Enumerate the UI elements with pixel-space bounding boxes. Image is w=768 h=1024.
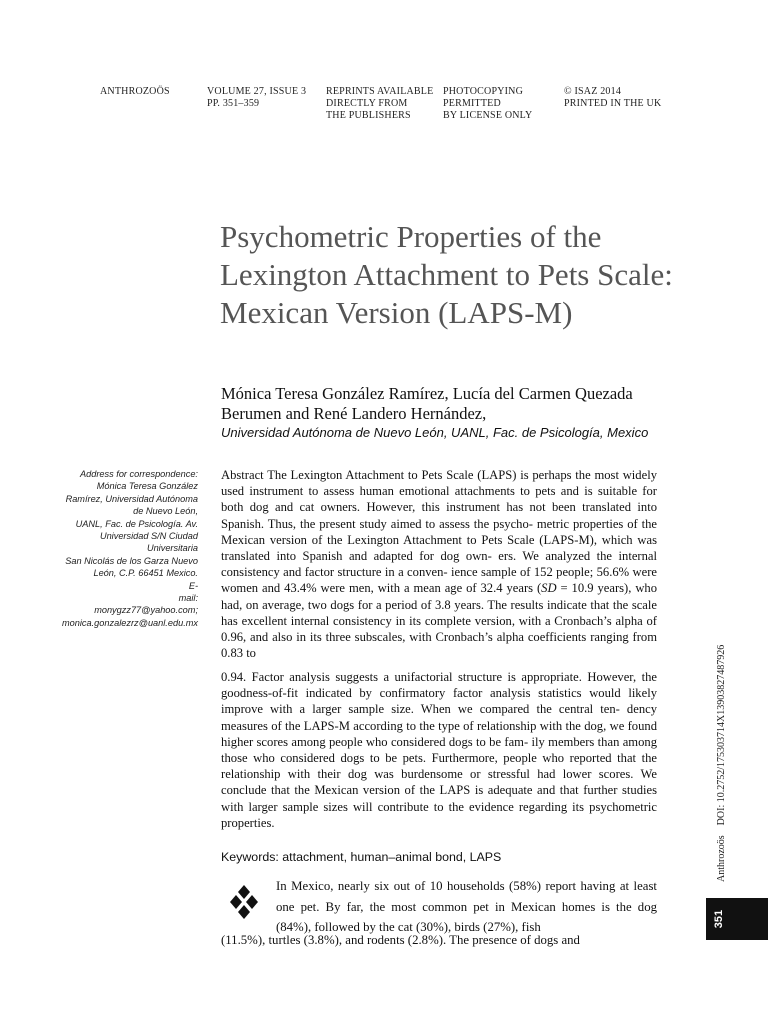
email-link[interactable]: monica.gonzalezrz@uanl.edu.mx [62, 617, 198, 628]
copyright-line: © ISAZ 2014 [564, 86, 622, 97]
email-link[interactable]: monygzz77@yahoo.com; [94, 605, 198, 616]
volume-issue: VOLUME 27, ISSUE 3 [207, 86, 307, 97]
correspondence-note [48, 468, 198, 629]
correspondence-line: Address for correspondence: [80, 469, 198, 479]
correspondence-line: UANL, Fac. de Psicología. Av. [75, 518, 198, 529]
reprints-line: THE PUBLISHERS [326, 110, 411, 121]
four-diamond-ornament-icon [230, 883, 258, 923]
correspondence-line: San Nicolás de los Garza Nuevo [65, 555, 198, 566]
article-title: Psychometric Properties of the Lexington Attachment to Pets Scale: Mexican Version (LAPS-M) [220, 219, 673, 330]
intro-paragraph-continued: (11.5%), turtles (3.8%), and rodents (2.8%). The presence of dogs and [221, 933, 580, 947]
header-journal [100, 86, 170, 98]
abstract-paragraph-continued [221, 669, 657, 831]
author-list: Mónica Teresa González Ramírez, Lucía del Carmen Quezada Berumen and René Landero Hernández, [221, 384, 633, 423]
abstract-text: 0.94. Factor analysis suggests a unifactorial structure is appropriate. However, the goodness-of-fit indicated by confirmatory factor analysis statistics would likely improve with a larger sample size. When we compared the central ten- dency measures of the LAPS-M according to the type of relationship with the dog, we found higher scores among people who considered dogs to be fam- ily members than among those who considered dogs to be pets. Furthermore, people who reported that the relationship with their dog was burdensome or stressful had lower scores. We conclude that the Mexican version of the LAPS is adequate and that further studies with larger sample sizes will contribute to the evidence regarding its psychometric properties. [221, 670, 657, 830]
photocopy-line: PERMITTED [443, 98, 501, 109]
abstract-text: = 10.9 years), who had, on average, two dogs for a period of 3.8 years. The results indicate that the scale has excellent internal consistency in its complete version, with a Cronbach’s alpha of 0.96, and also in its three subscales, with Cronbach’s alpha coefficients ranging from 0.83 to [221, 581, 658, 661]
header-reprints [326, 86, 433, 122]
reprints-line: REPRINTS AVAILABLE [326, 86, 434, 97]
header-volume [207, 86, 306, 110]
header-photocopying [443, 86, 532, 122]
correspondence-line: Universidad S/N Ciudad [99, 531, 198, 542]
correspondence-line: Universitaria [146, 543, 198, 554]
page-range: PP. 351–359 [207, 98, 260, 109]
page-number: 351 [713, 909, 725, 929]
sd-symbol: SD [541, 581, 557, 596]
sidebar-journal: Anthrozoös [716, 835, 727, 882]
reprints-line: DIRECTLY FROM [326, 98, 408, 109]
sidebar-doi-line [716, 645, 728, 882]
doi-link[interactable]: 10.2752/175303714X13903827487926 [716, 644, 727, 803]
keywords: Keywords: attachment, human–animal bond, LAPS [221, 850, 502, 864]
correspondence-line: Ramírez, Universidad Autónoma [65, 493, 198, 504]
intro-paragraph: In Mexico, nearly six out of 10 households (58%) report having at least one pet. By far, the most common pet in Mexican homes is the dog (84%), followed by the cat (30%), birds (27%), fish [276, 879, 657, 934]
correspondence-line: de Nuevo León, [133, 506, 198, 517]
doi-label: DOI: [716, 804, 727, 826]
correspondence-line: E- [188, 580, 198, 591]
abstract-text: Abstract The Lexington Attachment to Pets Scale (LAPS) is perhaps the most widely used instrument to assess human emotional attachments to pets and is suitable for both dog and cat owners. However, this instrument has not been translated into Spanish. Thus, the present study aimed to assess the psycho- metric properties of the Mexican version of the Lexington Attachment to Pets Scale (LAPS-M), which was translated into Spanish and adapted for dog own- ers. We analyzed the internal consistency and factor structure in a conven- ience sample of 152 people; 56.6% were women and 43.4% were men, with a mean age of 32.4 years ( [221, 468, 657, 596]
header-copyright [564, 86, 661, 110]
photocopy-line: BY LICENSE ONLY [443, 110, 533, 121]
correspondence-line: Mónica Teresa González [96, 481, 198, 492]
photocopy-line: PHOTOCOPYING [443, 86, 524, 97]
journal-name: ANTHROZOÖS [100, 86, 170, 97]
correspondence-line: mail: [178, 593, 198, 604]
affiliation: Universidad Autónoma de Nuevo León, UANL, Fac. de Psicología, Mexico [221, 425, 649, 440]
abstract-paragraph [221, 467, 657, 661]
printed-line: PRINTED IN THE UK [564, 98, 662, 109]
correspondence-line: León, C.P. 66451 Mexico. [93, 568, 198, 579]
